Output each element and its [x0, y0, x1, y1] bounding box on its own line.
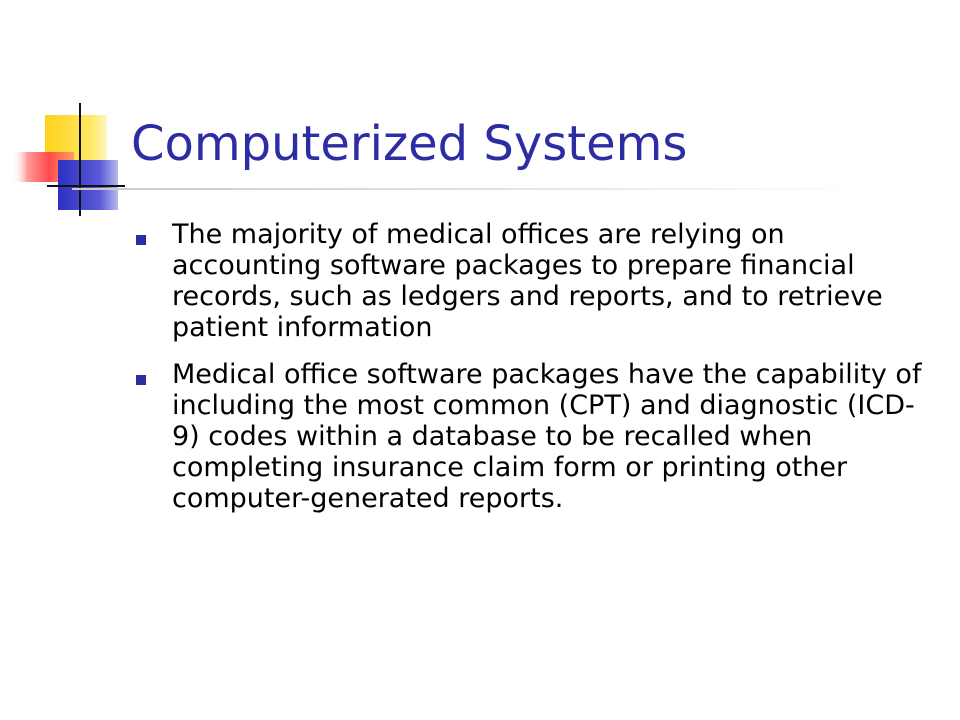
slide-title: Computerized Systems [131, 116, 688, 172]
bullet-list [136, 219, 936, 530]
square-bullet-icon [136, 375, 146, 385]
bullet-text: Medical office software packages have the capability of including the most common (CPT) and diagnostic (ICD-9) codes within a database to be recalled when completing insurance claim form or printing other computer-generated reports. [172, 359, 922, 514]
bullet-text: The majority of medical offices are relying on accounting software packages to prepare financial records, such as ledgers and reports, and to retrieve patient information [172, 219, 883, 343]
corner-decoration [0, 0, 140, 230]
bullet-item [136, 219, 936, 343]
title-underline [72, 188, 872, 190]
square-bullet-icon [136, 235, 146, 245]
bullet-item [136, 359, 936, 514]
